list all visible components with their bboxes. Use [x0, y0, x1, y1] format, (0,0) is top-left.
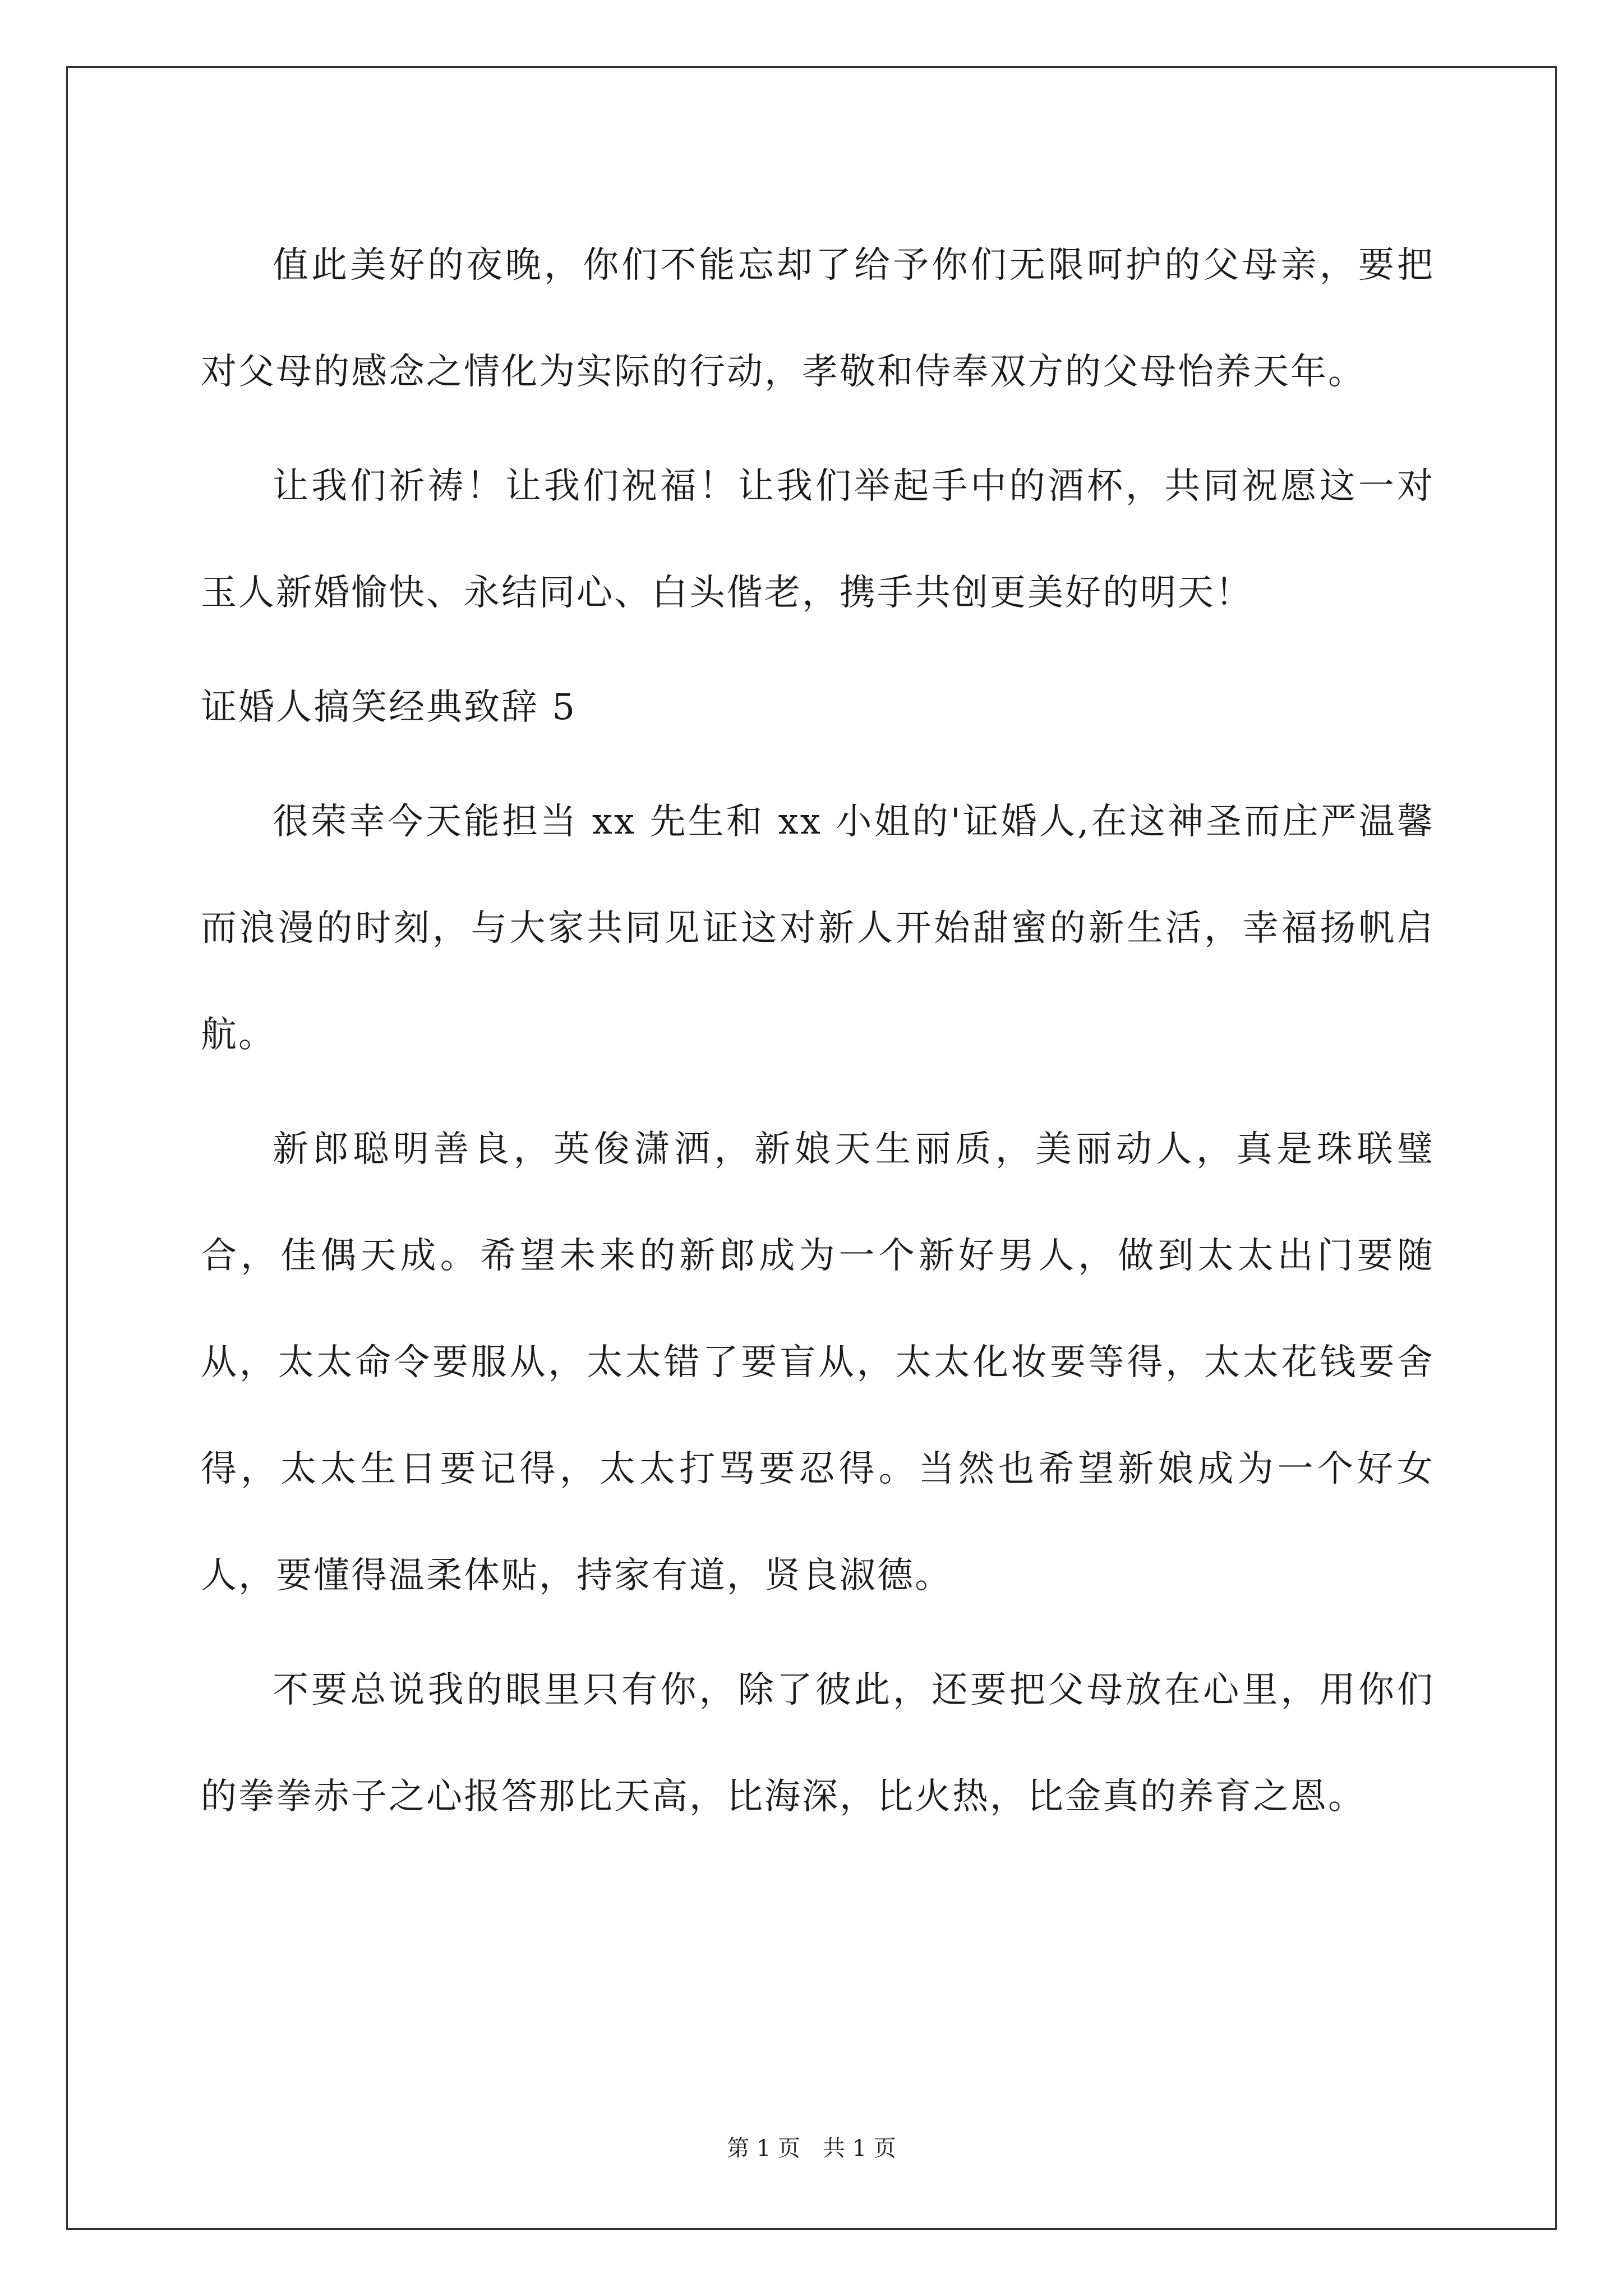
page-footer — [0, 2132, 1623, 2165]
paragraph-2: 让我们祈祷！让我们祝福！让我们举起手中的酒杯，共同祝愿这一对玉人新婚愉快、永结同心、白头偕老，携手共创更美好的明天！ — [201, 466, 1435, 614]
paragraph-4: 新郎聪明善良，英俊潇洒，新娘天生丽质，美丽动人，真是珠联璧合，佳偶天成。希望未来的新郎成为一个新好男人，做到太太出门要随从，太太命令要服从，太太错了要盲从，太太化妆要等得，太太花钱要舍得，太太生日要记得，太太打骂要忍得。当然也希望新娘成为一个好女人，要懂得温柔体贴，持家有道，贤良淑德。 — [201, 1129, 1435, 1596]
paragraph-1: 值此美好的夜晚，你们不能忘却了给予你们无限呵护的父母亲，要把对父母的感念之情化为实际的行动，孝敬和侍奉双方的父母怡养天年。 — [201, 245, 1435, 393]
paragraph-5: 不要总说我的眼里只有你，除了彼此，还要把父母放在心里，用你们的拳拳赤子之心报答那比天高，比海深，比火热，比金真的养育之恩。 — [201, 1669, 1435, 1818]
page-number: 第 1 页 — [727, 2136, 800, 2161]
section-heading: 证婚人搞笑经典致辞 5 — [201, 687, 577, 728]
page-total: 共 1 页 — [823, 2136, 896, 2161]
paragraph-3: 很荣幸今天能担当 xx 先生和 xx 小姐的'证婚人,在这神圣而庄严温馨而浪漫的时刻，与大家共同见证这对新人开始甜蜜的新生活，幸福扬帆启航。 — [201, 801, 1435, 1056]
document-body — [201, 212, 1435, 1858]
